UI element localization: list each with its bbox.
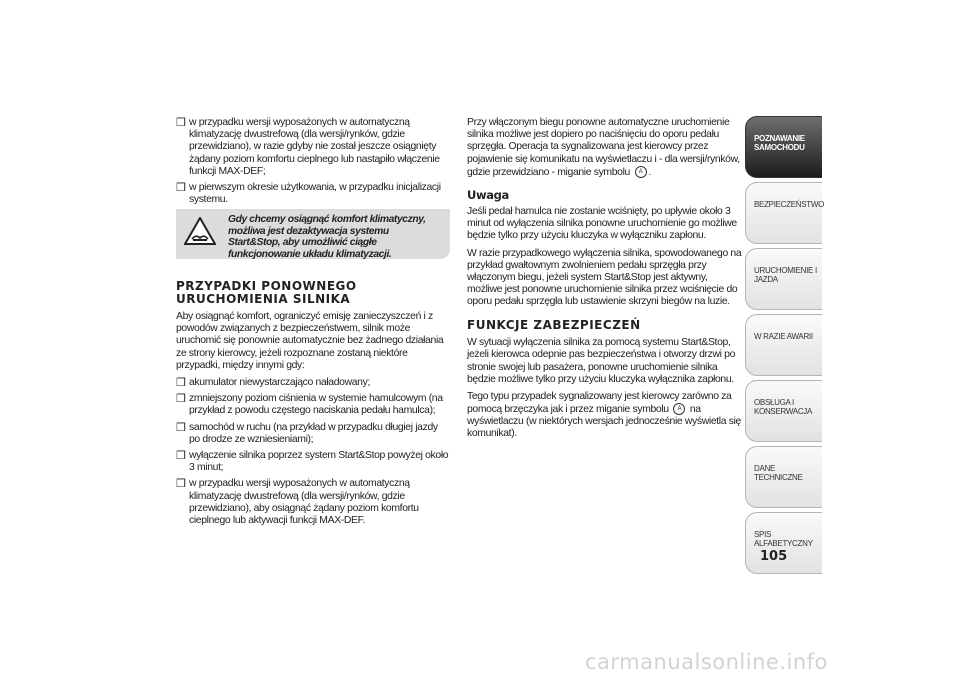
list-item: ❒ wyłączenie silnika poprzez system Start&Stop powyżej około 3 minut; [176,450,449,474]
intro-paragraph: Aby osiągnąć komfort, ograniczyć emisję zanieczyszczeń i z powodów związanych z bezpieczeństwem, silnik może uruchomić się ponownie automatycznie bez żadnego działania ze strony kierowcy, jeżeli rozpoznane zostaną niektóre przypadki, między innymi gdy: [176,311,444,371]
warning-triangle-icon [184,217,216,245]
warning-text: Gdy chcemy osiągnąć komfort klimatyczny, możliwa jest dezaktywacja systemu Start&Stop, aby umożliwić ciągłe funkcjonowanie układu klimatyzacji. [228,214,426,260]
paragraph: W sytuacji wyłączenia silnika za pomocą systemu Start&Stop, jeżeli kierowca odepnie pas bezpieczeństwa i otworzy drzwi po stronie swojej lub pasażera, ponowne uruchomienie silnika będzie możliwe tylko przy użyciu kluczyka wyłącznika zapłonu. [467,337,736,385]
tab-obsluga-i-konserwacja[interactable]: OBSŁUGA I KONSERWACJA [745,380,822,442]
tab-bezpieczenstwo[interactable]: BEZPIECZEŃSTWO [745,182,822,244]
paragraph: Przy włączonym biegu ponowne automatyczne uruchomienie silnika możliwe jest dopiero po naciśnięciu do oporu pedału sprzęgła. Operacja ta sygnalizowana jest kierowcy przez pojawienie się komunikatu na wyświetlaczu i - dla wersji/rynków, gdzie przewidziano - miganie symbolu A . [467,117,740,178]
left-column-lower [176,280,451,531]
paragraph: W razie przypadkowego wyłączenia silnika, spowodowanego na przykład gwałtownym zwolnieniem pedału sprzęgła przy włączonym biegu, jeżeli system Start&Stop jest aktywny, możliwe jest ponowne uruchomienie silnika przez wciśnięcie do oporu pedału sprzęgła lub ustawienie skrzyni biegów na luzie. [467,247,742,308]
paragraph: Jeśli pedał hamulca nie zostanie wciśnięty, po upływie około 3 minut od wyłączenia silnika ponowne uruchomienie go możliwe będzie tylko przy użyciu kluczyka w wyłączniku zapłonu. [467,205,737,242]
right-column [467,117,743,445]
list-item: ❒ akumulator niewystarczająco naładowany; [176,377,370,390]
bullet-icon: ❒ [176,182,186,195]
bullet-icon: ❒ [176,478,186,491]
list-item: ❒ zmniejszony poziom ciśnienia w systemie hamulcowym (na przykład z powodu częstego naciskania pedału hamulca); [176,393,443,417]
tab-dane-techniczne[interactable]: DANE TECHNICZNE [745,446,822,508]
bullet-icon: ❒ [176,117,186,129]
section-heading: PRZYPADKI PONOWNEGO URUCHOMIENIA SILNIKA [176,279,357,306]
tab-spis-alfabetyczny[interactable]: SPIS ALFABETYCZNY [745,512,822,574]
list-item: ❒ w przypadku wersji wyposażonych w automatyczną klimatyzację dwustrefową (dla wersji/rynków, gdzie przewidziano), aby osiągnąć żądany poziom komfortu cieplnego lub aktywacji funkcji MAX-DEF. [176,478,419,527]
start-stop-icon: A [635,166,647,178]
bullet-icon: ❒ [176,377,186,390]
watermark: carmanualsonline.info [585,650,828,674]
chapter-tabs [745,116,825,578]
tab-w-razie-awarii[interactable]: W RAZIE AWARII [745,314,822,376]
list-item: ❒ w przypadku wersji wyposażonych w automatyczną klimatyzację dwustrefową (dla wersji/rynków, gdzie przewidziano), w razie gdyby nie został jeszcze osiągnięty żądany poziom komfortu cieplnego lub nastąpiło włączenie funkcji MAX-DEF; [176,117,440,177]
note-heading: Uwaga [467,187,509,202]
bullet-icon: ❒ [176,450,186,463]
list-item: ❒ w pierwszym okresie użytkowania, w przypadku inicjalizacji systemu. [176,182,441,206]
bullet-icon: ❒ [176,421,186,434]
start-stop-icon: A [673,403,685,415]
paragraph: Tego typu przypadek sygnalizowany jest kierowcy zarówno za pomocą brzęczyka jak i przez miganie symbolu A na wyświetlaczu (w niektórych wersjach jednocześnie wyświetla się komunikat). [467,390,741,440]
warning-box [176,209,450,259]
tab-uruchomienie-i-jazda[interactable]: URUCHOMIENIE I JAZDA [745,248,822,310]
bullet-icon: ❒ [176,393,186,406]
left-column [176,117,451,210]
list-item: ❒ samochód w ruchu (na przykład w przypadku długiej jazdy po drodze ze wzniesieniami); [176,421,438,445]
page-number: 105 [760,549,788,564]
tab-poznawanie-samochodu[interactable]: POZNAWANIE SAMOCHODU [745,116,822,178]
section-heading: FUNKCJE ZABEZPIECZEŃ [467,317,641,332]
